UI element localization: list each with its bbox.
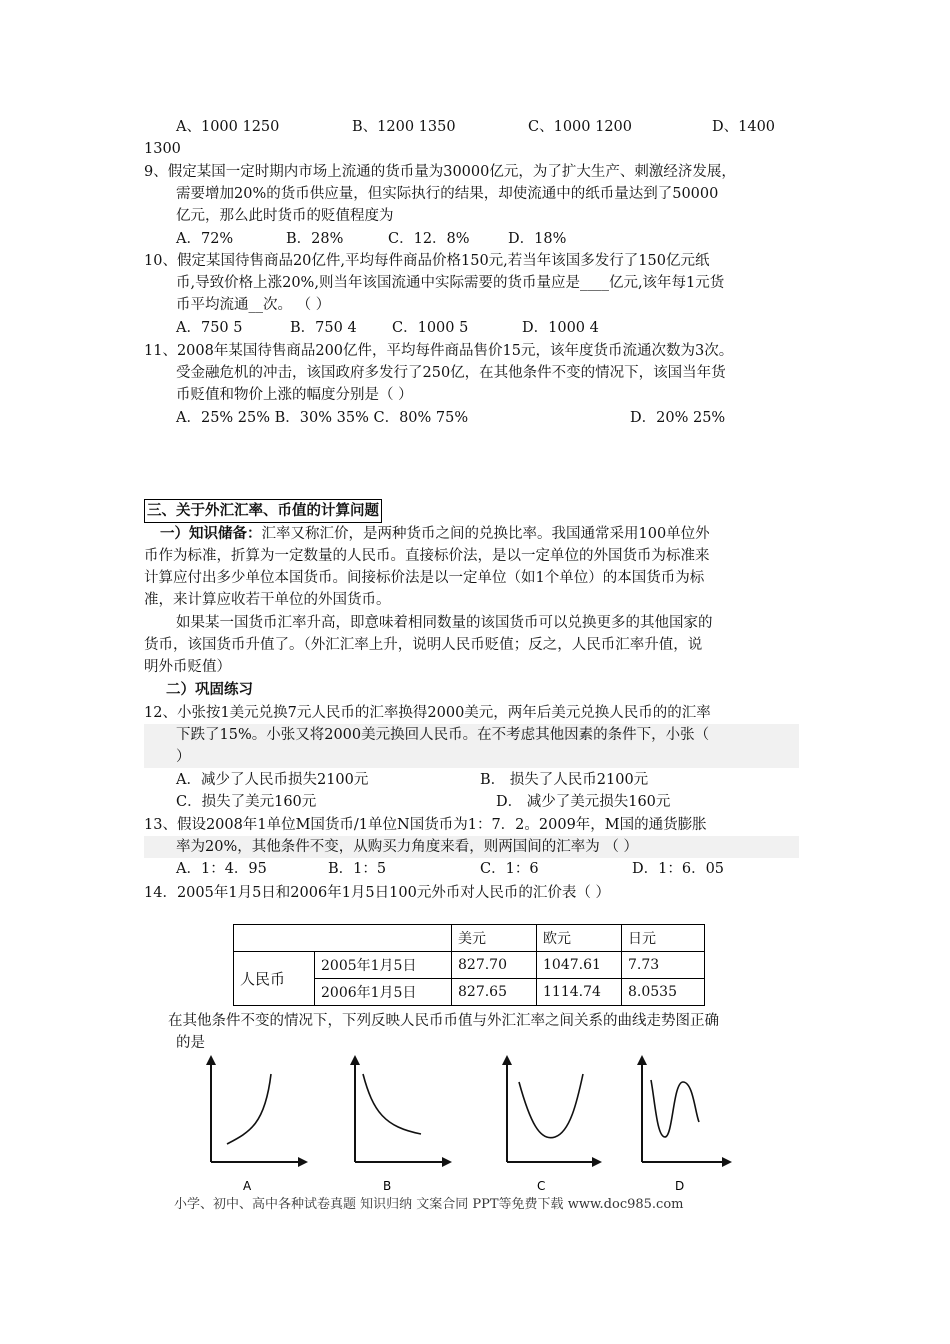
table-jpy-2006: 8.0535 [622, 979, 705, 1006]
q8-option-d: D、1400 [712, 119, 776, 135]
graph-d-label: D [675, 1179, 685, 1192]
trend-graphs [195, 1052, 745, 1192]
graph-a [211, 1060, 303, 1192]
q11-option-d: D．20% 25% [630, 410, 726, 426]
q13-line-1: 13、假设2008年1单位M国货币/1单位N国货币为1：7．2。2009年，M国的通货膨胀 [144, 817, 707, 833]
exchange-rate-table [233, 924, 705, 1006]
practice-heading: 二）巩固练习 [166, 681, 253, 698]
q10-option-b: B．750 4 [290, 320, 357, 336]
q12-option-b: B． 损失了人民币2100元 [480, 772, 649, 788]
q10-option-a: A．750 5 [176, 320, 243, 336]
q14-line-1: 14．2005年1月5日和2006年1月5日100元外币对人民币的汇价表（ ） [144, 885, 610, 901]
table-col-eur: 欧元 [537, 925, 622, 952]
q11-line-1: 11、2008年某国待售商品200亿件，平均每件商品售价15元，该年度货币流通次数为3次。 [144, 343, 734, 359]
q10-option-c: C．1000 5 [392, 320, 469, 336]
knowledge-line-7: 明外币贬值） [144, 659, 231, 675]
q10-line-3: 币平均流通__次。 （ ） [176, 297, 331, 313]
q9-option-d: D．18% [508, 231, 567, 247]
table-usd-2006: 827.65 [452, 979, 537, 1006]
table-jpy-2005: 7.73 [622, 952, 705, 979]
table-eur-2005: 1047.61 [537, 952, 622, 979]
q9-option-b: B．28% [286, 231, 344, 247]
table-date-2006: 2006年1月5日 [315, 979, 452, 1006]
q8-option-d-wrap: 1300 [144, 141, 181, 157]
table-col-jpy: 日元 [622, 925, 705, 952]
q13-option-a: A．1：4．95 [176, 861, 267, 877]
q9-line-1: 9、假定某国一定时期内市场上流通的货币量为30000亿元，为了扩大生产、刺激经济发展， [144, 164, 736, 180]
q8-option-b: B、1200 1350 [352, 119, 456, 135]
table-usd-2005: 827.70 [452, 952, 537, 979]
q9-option-a: A．72% [176, 231, 234, 247]
graph-b-label: B [383, 1179, 392, 1192]
q11-line-3: 币贬值和物价上涨的幅度分别是（ ） [176, 387, 413, 403]
knowledge-line-4: 准，来计算应收若干单位的外国货币。 [144, 592, 391, 608]
q10-line-2: 币,导致价格上涨20%,则当年该国流通中实际需要的货币量应是____亿元,该年每1元货 [176, 275, 725, 291]
table-corner-cell [234, 925, 452, 952]
footer-watermark: 小学、初中、高中各种试卷真题 知识归纳 文案合同 PPT等免费下载 www.doc985.com [174, 1197, 684, 1212]
table-row [234, 952, 705, 979]
q9-option-c: C．12．8% [388, 231, 470, 247]
q14-line-2: 在其他条件不变的情况下，下列反映人民币币值与外汇汇率之间关系的曲线走势图正确 [168, 1013, 719, 1029]
knowledge-line-5: 如果某一国货币汇率升高，即意味着相同数量的该国货币可以兑换更多的其他国家的 [176, 615, 713, 631]
graph-b [355, 1060, 447, 1192]
q9-line-2: 需要增加20%的货币供应量，但实际执行的结果，却使流通中的纸币量达到了50000 [176, 186, 719, 202]
knowledge-text-1: 汇率又称汇价，是两种货币之间的兑换比率。我国通常采用100单位外 [261, 526, 710, 542]
table-header-row [234, 925, 705, 952]
q13-line-2: 率为20%，其他条件不变，从购买力角度来看，则两国间的汇率为 （ ） [176, 839, 638, 855]
q12-option-d: D． 减少了美元损失160元 [496, 794, 671, 810]
graph-d [642, 1060, 727, 1192]
table-col-usd: 美元 [452, 925, 537, 952]
knowledge-line-1 [160, 523, 710, 545]
q8-option-a: A、1000 1250 [176, 119, 280, 135]
knowledge-line-3: 计算应付出多少单位本国货币。间接标价法是以一定单位（如1个单位）的本国货币为标 [144, 570, 705, 586]
q10-line-1: 10、假定某国待售商品20亿件,平均每件商品价格150元,若当年该国多发行了150亿元纸 [144, 253, 710, 269]
q12-option-c: C．损失了美元160元 [176, 794, 317, 810]
q13-option-b: B．1：5 [328, 861, 387, 877]
section-3-header: 三、关于外汇汇率、币值的计算问题 [144, 499, 382, 523]
q8-option-c: C、1000 1200 [528, 119, 633, 135]
q12-option-a: A．减少了人民币损失2100元 [176, 772, 369, 788]
table-eur-2006: 1114.74 [537, 979, 622, 1006]
q9-line-3: 亿元，那么此时货币的贬值程度为 [176, 208, 394, 224]
table-date-2005: 2005年1月5日 [315, 952, 452, 979]
graph-c-label: C [537, 1179, 546, 1192]
graph-c [507, 1060, 597, 1192]
q12-line-1: 12、小张按1美元兑换7元人民币的汇率换得2000美元，两年后美元兑换人民币的的汇率 [144, 705, 711, 721]
q11-line-2: 受金融危机的冲击，该国政府多发行了250亿，在其他条件不变的情况下，该国当年货 [176, 365, 726, 381]
q13-option-c: C．1：6 [480, 861, 539, 877]
q14-line-3: 的是 [176, 1035, 205, 1051]
table-row-label: 人民币 [234, 952, 315, 1006]
q13-option-d: D．1：6．05 [632, 861, 725, 877]
graph-a-label: A [243, 1179, 252, 1192]
knowledge-title: 一）知识储备： [160, 525, 262, 542]
q11-options-abc: A．25% 25% B．30% 35% C．80% 75% [176, 410, 469, 426]
q10-option-d: D．1000 4 [522, 320, 599, 336]
q12-line-3: ） [176, 749, 191, 765]
q12-line-2: 下跌了15%。小张又将2000美元换回人民币。在不考虑其他因素的条件下，小张（ [176, 727, 710, 743]
knowledge-line-2: 币作为标准，折算为一定数量的人民币。直接标价法，是以一定单位的外国货币为标准来 [144, 548, 710, 564]
knowledge-line-6: 货币，该国货币升值了。（外汇汇率上升，说明人民币贬值；反之，人民币汇率升值，说 [144, 637, 703, 653]
